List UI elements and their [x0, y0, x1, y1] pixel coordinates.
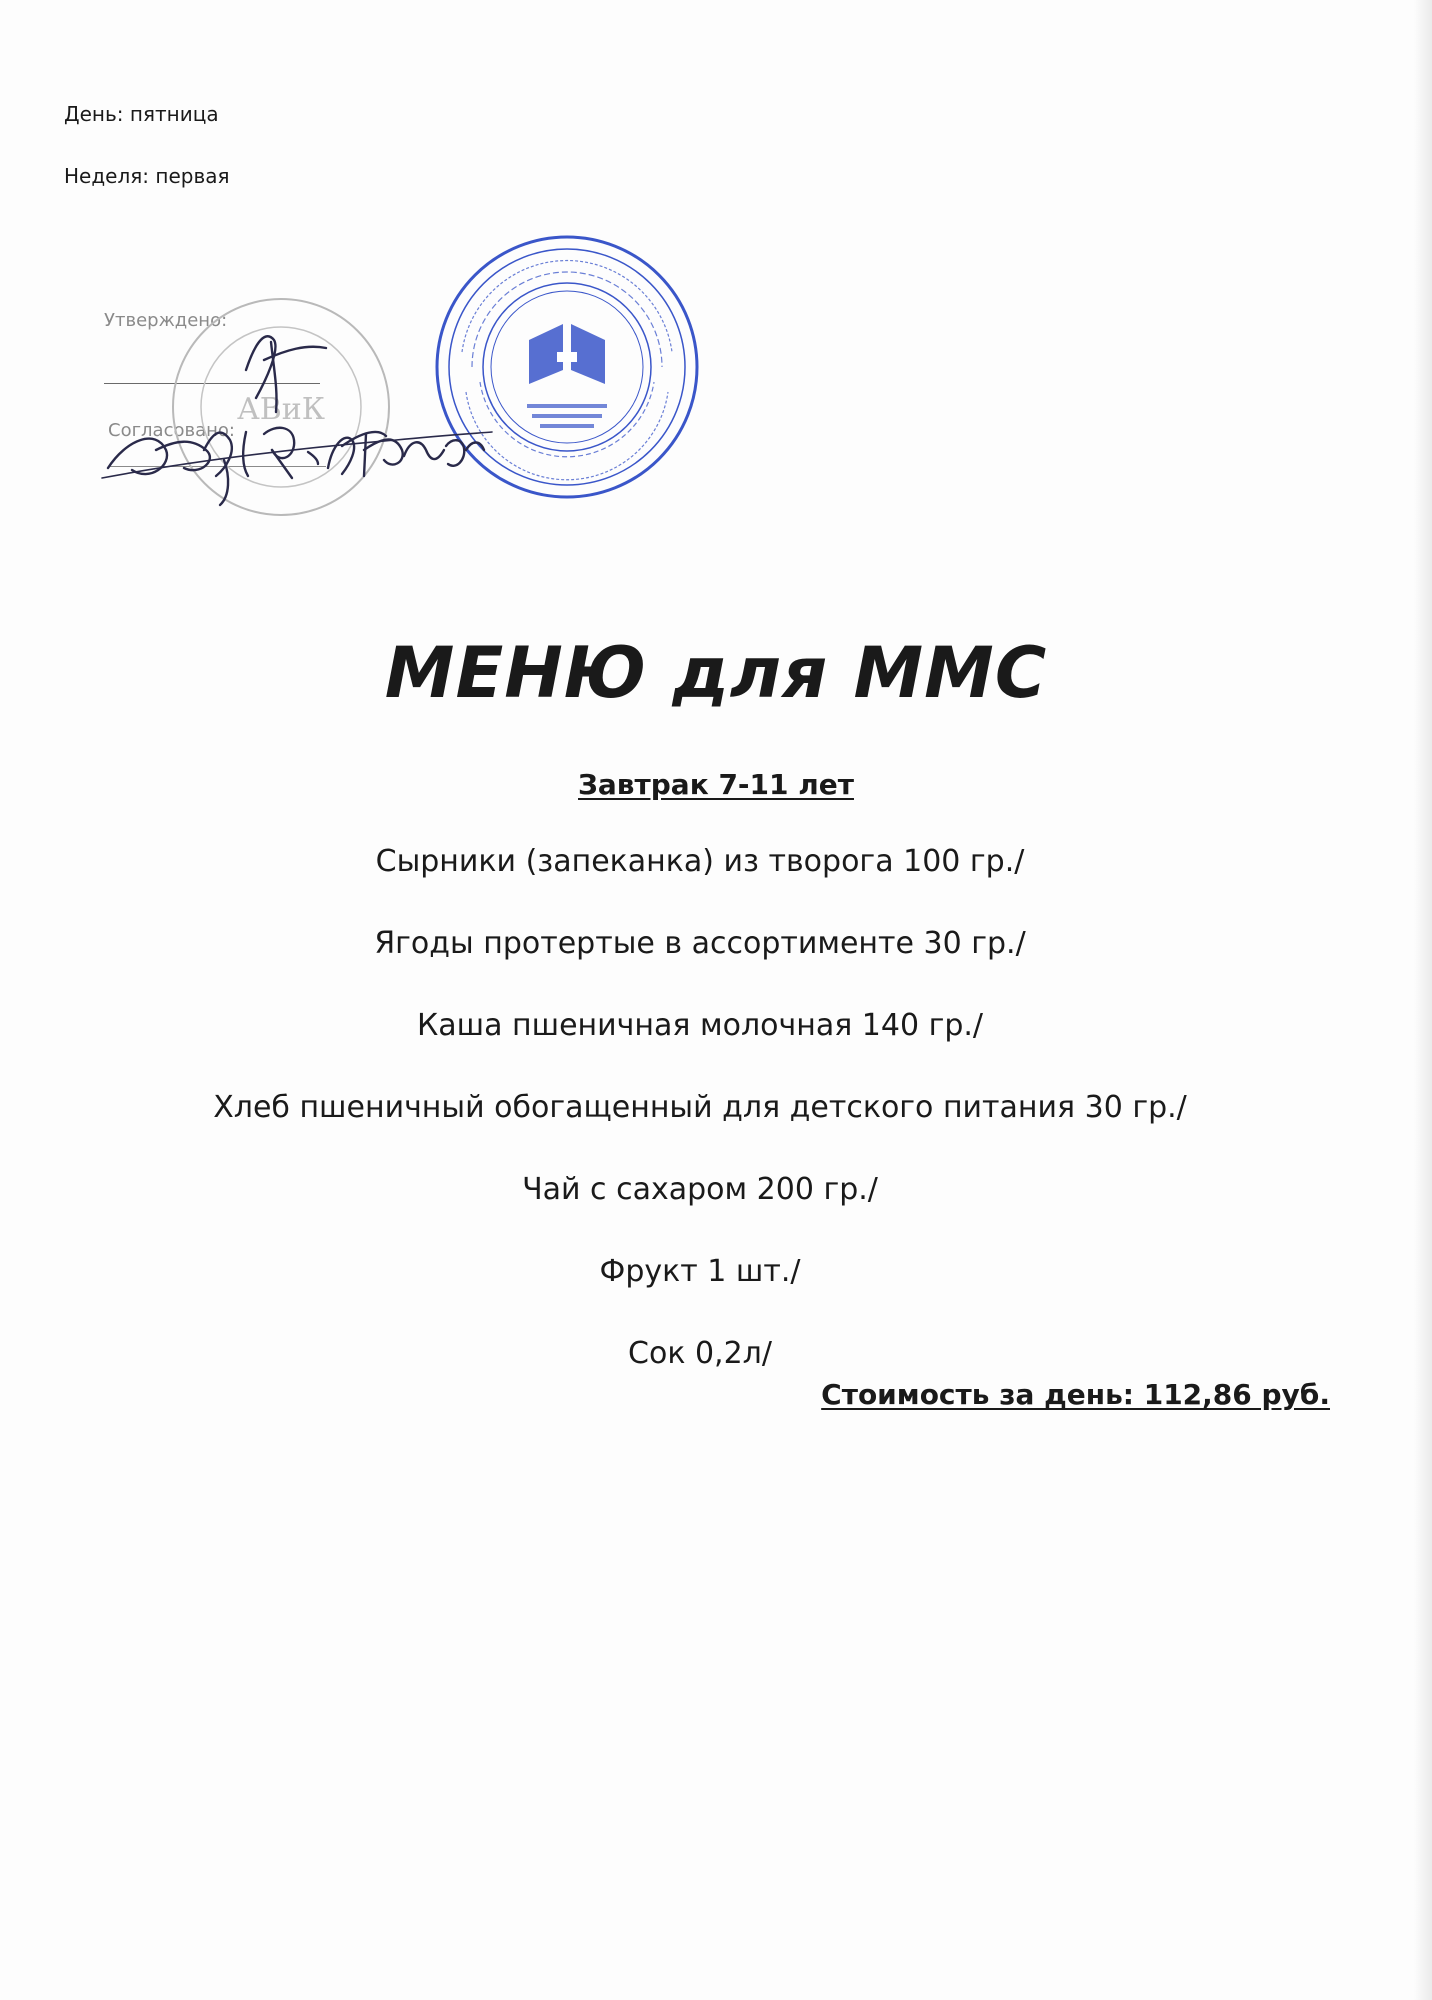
school-stamp-icon — [432, 232, 702, 502]
approved-label: Утверждено: — [104, 310, 228, 331]
scan-edge-shadow — [1414, 0, 1432, 2000]
section-heading: Завтрак 7-11 лет — [578, 768, 854, 801]
faint-stamp-icon — [168, 294, 394, 520]
menu-item: Фрукт 1 шт./ — [599, 1254, 801, 1289]
page-title: МЕНЮ для ММС — [384, 632, 1048, 714]
menu-list — [0, 842, 1400, 1416]
day-label: День: пятница — [64, 102, 219, 126]
agreed-label: Согласовано: — [108, 420, 235, 441]
menu-item: Чай с сахаром 200 гр./ — [522, 1172, 878, 1207]
menu-item: Каша пшеничная молочная 140 гр./ — [416, 1008, 984, 1043]
svg-text:АВиК: АВиК — [237, 392, 325, 427]
daily-cost: Стоимость за день: 112,86 руб. — [821, 1378, 1330, 1411]
menu-item: Сок 0,2л/ — [628, 1336, 772, 1371]
week-label: Неделя: первая — [64, 164, 230, 188]
menu-item: Хлеб пшеничный обогащенный для детского питания 30 гр./ — [213, 1090, 1187, 1125]
menu-item: Сырники (запеканка) из творога 100 гр./ — [375, 844, 1025, 879]
menu-item: Ягоды протертые в ассортименте 30 гр./ — [374, 926, 1026, 961]
